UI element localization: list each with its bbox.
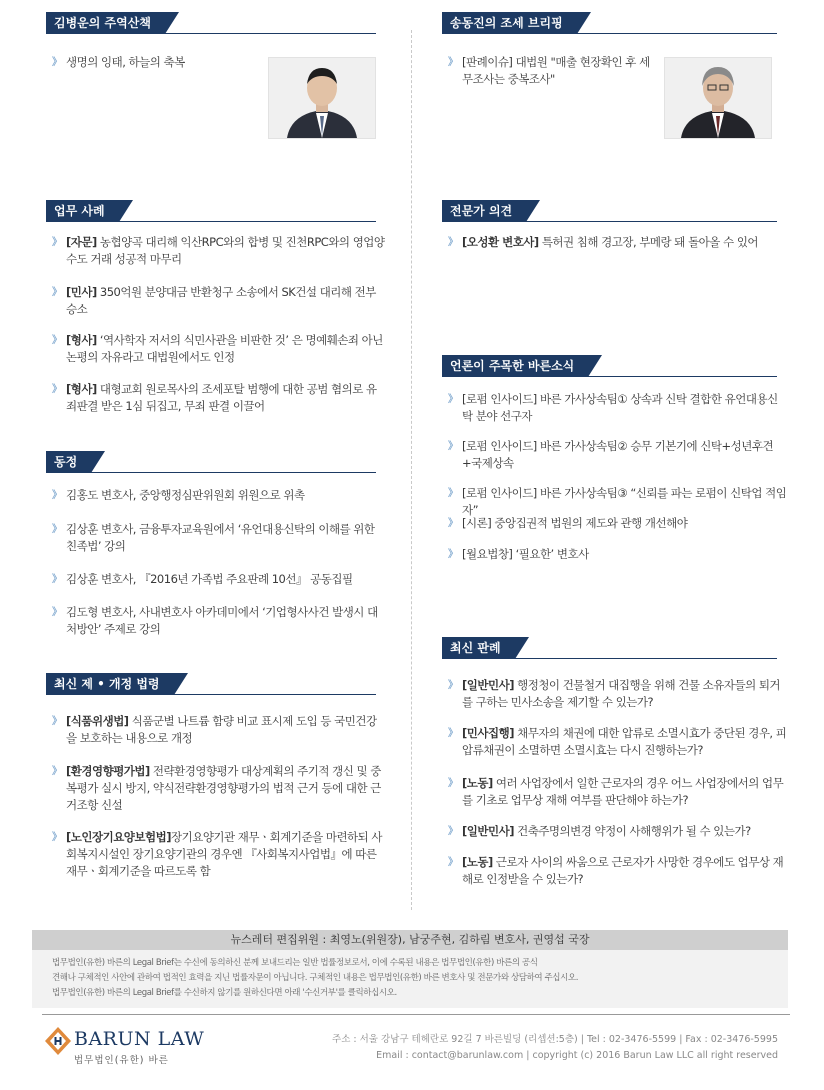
- list-item[interactable]: [442, 725, 787, 759]
- notice-line: 법무법인(유한) 바른의 Legal Brief는 수신에 동의하신 분께 보내드리는 일반 법률정보로서, 이에 수록된 내용은 법무법인(유한) 바른의 공식: [52, 958, 538, 968]
- logo-name: BARUN LAW: [74, 1028, 205, 1050]
- section-media: [442, 355, 787, 561]
- section-cases: [46, 200, 386, 413]
- list-item[interactable]: [46, 332, 386, 366]
- section-expert: [442, 200, 787, 249]
- item-text: 생명의 잉태, 하늘의 축복: [66, 55, 185, 69]
- item-text: 행정청이 건물철거 대집행을 위해 건물 소유자들의 퇴거를 구하는 민사소송을 제기할 수 있는가?: [462, 678, 781, 709]
- list-item[interactable]: [46, 284, 386, 318]
- list-item[interactable]: [442, 438, 787, 472]
- item-text: 근로자 사이의 싸움으로 근로자가 사망한 경우에도 업무상 재해로 인정받을 수 있는가?: [462, 855, 784, 886]
- item-text: [로펌 인사이드] 바른 가사상속팀③ “신뢰를 파는 로펌이 신탁업 적임자”: [462, 486, 787, 517]
- arrow-icon: 》: [52, 524, 60, 535]
- arrow-icon: 》: [52, 384, 60, 395]
- arrow-icon: 》: [448, 549, 456, 560]
- item-text: 건축주명의변경 약정이 사해행위가 될 수 있는가?: [513, 824, 751, 838]
- section-column-song: [442, 12, 787, 86]
- list-item[interactable]: [46, 713, 386, 747]
- arrow-icon: 》: [52, 237, 60, 248]
- arrow-icon: 》: [448, 57, 456, 68]
- section-laws: [46, 673, 386, 878]
- section-title: 업무 사례: [46, 200, 119, 222]
- item-tag: [자문]: [66, 235, 97, 249]
- item-text: 장기요양기관 재무ㆍ회계기준을 마련하되 사회복지시설인 장기요양기관의 경우엔 『사회복지사업법』에 따른 재무ㆍ회계기준을 따르도록 함: [66, 830, 383, 878]
- list-item[interactable]: [46, 54, 266, 71]
- arrow-icon: 》: [52, 490, 60, 501]
- item-text: 전략환경영향평가 대상계획의 주기적 갱신 및 중복평가 실시 방지, 약식전략환경영향평가의 법적 근거 등에 대한 근거조항 신설: [66, 764, 381, 812]
- arrow-icon: 》: [52, 574, 60, 585]
- item-text: 김홍도 변호사, 중앙행정심판위원회 위원으로 위촉: [66, 488, 305, 502]
- item-text: ‘역사학자 저서의 식민사관을 비판한 것’ 은 명예훼손죄 아닌 논평의 자유라고 대법원에서도 인정: [66, 333, 383, 364]
- section-title: 최신 제 • 개정 법령: [46, 673, 174, 695]
- list-item[interactable]: [442, 391, 787, 425]
- item-tag: [노동]: [462, 776, 493, 790]
- item-text: 식품군별 나트륨 함량 비교 표시제 도입 등 국민건강을 보호하는 내용으로 개정: [66, 714, 377, 745]
- address: 주소 : 서울 강남구 테헤란로 92길 7 바른빌딩 (리셉션:5층) | Tel : 02-3476-5599 | Fax : 02-3476-5995: [332, 1034, 778, 1045]
- item-text: 김상훈 변호사, 『2016년 가족법 주요판례 10선』 공동집필: [66, 572, 353, 586]
- arrow-icon: 》: [52, 335, 60, 346]
- arrow-icon: 》: [52, 716, 60, 727]
- item-text: 채무자의 채권에 대한 압류로 소멸시효가 중단된 경우, 피압류채권이 소멸하면 소멸시효는 다시 진행하는가?: [462, 726, 787, 757]
- list-item[interactable]: [442, 775, 787, 809]
- item-text: 김상훈 변호사, 금융투자교육원에서 ‘유언대용신탁의 이해를 위한 친족법’ 강의: [66, 522, 375, 553]
- item-text: 여러 사업장에서 일한 근로자의 경우 어느 사업장에서의 업무를 기초로 업무상 재해 여부를 판단해야 하는가?: [462, 776, 784, 807]
- list-item[interactable]: [442, 54, 652, 88]
- section-tab: [442, 637, 787, 659]
- editors-bar: 뉴스레터 편집위원 : 최영노(위원장), 남궁주현, 김하림 변호사, 권영섭 국장: [32, 930, 788, 950]
- legal-notice: [32, 950, 788, 1008]
- item-text: [로펌 인사이드] 바른 가사상속팀② 승무 기본기에 신탁+성년후견+국제상속: [462, 439, 774, 470]
- author-photo: [664, 57, 772, 139]
- list-item[interactable]: [46, 763, 386, 814]
- section-tab: [46, 12, 386, 34]
- item-tag: [형사]: [66, 333, 97, 347]
- list-item[interactable]: [442, 234, 787, 251]
- item-tag: [오성환 변호사]: [462, 235, 539, 249]
- item-tag: [노인장기요양보험법]: [66, 830, 171, 844]
- item-tag: [일반민사]: [462, 824, 514, 838]
- list-item[interactable]: [442, 546, 787, 563]
- item-text: 특허권 침해 경고장, 부메랑 돼 돌아올 수 있어: [538, 235, 759, 249]
- section-tab: [46, 673, 386, 695]
- list-item[interactable]: [442, 823, 787, 840]
- item-tag: [일반민사]: [462, 678, 514, 692]
- list-item[interactable]: [46, 381, 386, 415]
- arrow-icon: 》: [52, 287, 60, 298]
- list-item[interactable]: [46, 521, 386, 555]
- arrow-icon: 》: [448, 237, 456, 248]
- arrow-icon: 》: [448, 441, 456, 452]
- item-text: [월요법창] ‘필요한’ 변호사: [462, 547, 589, 561]
- item-tag: [민사집행]: [462, 726, 514, 740]
- section-cases-latest: [442, 637, 787, 886]
- list-item[interactable]: [442, 485, 787, 519]
- arrow-icon: 》: [448, 680, 456, 691]
- arrow-icon: 》: [52, 832, 60, 843]
- item-tag: [노동]: [462, 855, 493, 869]
- item-text: 350억원 분양대금 반환청구 소송에서 SK건설 대리해 전부 승소: [66, 285, 376, 316]
- arrow-icon: 》: [52, 766, 60, 777]
- logo-subtitle: 법무법인(유한) 바른: [74, 1055, 169, 1066]
- section-title: 동정: [46, 451, 91, 473]
- item-text: [판례이슈] 대법원 "매출 현장확인 후 세무조사는 중복조사": [462, 55, 650, 86]
- section-tab: [442, 355, 787, 377]
- section-tab: [442, 200, 787, 222]
- section-tab: [46, 200, 386, 222]
- item-text: [시론] 중앙집권적 법원의 제도와 관행 개선해야: [462, 516, 688, 530]
- notice-line: 견해나 구체적인 사안에 관하여 법적인 효력을 지닌 법률자문이 아닙니다. 구체적인 내용은 법무법인(유한) 바른 변호사 및 전문가와 상담하여 주십시오.: [52, 973, 579, 983]
- barun-logo-icon: [44, 1026, 72, 1056]
- arrow-icon: 》: [448, 826, 456, 837]
- list-item[interactable]: [442, 677, 787, 711]
- section-column-kim: [46, 12, 386, 69]
- section-news: [46, 451, 386, 636]
- arrow-icon: 》: [52, 57, 60, 68]
- arrow-icon: 》: [52, 607, 60, 618]
- footer-divider: [42, 1014, 790, 1015]
- item-tag: [환경영향평가법]: [66, 764, 150, 778]
- list-item[interactable]: [442, 515, 787, 532]
- item-text: [로펌 인사이드] 바른 가사상속팀① 상속과 신탁 결합한 유언대용신탁 분야 선구자: [462, 392, 778, 423]
- section-tab: [442, 12, 787, 34]
- notice-line[interactable]: 법무법인(유한) 바른의 Legal Brief를 수신하지 않기를 원하신다면 아래 '수신거부'를 클릭하십시오.: [52, 988, 397, 998]
- item-text: 김도형 변호사, 사내변호사 아카데미에서 ‘기업형사사건 발생시 대처방안’ 주제로 강의: [66, 605, 378, 636]
- section-title: 송동진의 조세 브리핑: [442, 12, 577, 34]
- section-title: 최신 판례: [442, 637, 515, 659]
- item-text: 농협양곡 대리해 익산RPC와의 합병 및 진천RPC와의 영업양수도 거래 성공적 마무리: [66, 235, 385, 266]
- item-tag: [식품위생법]: [66, 714, 129, 728]
- arrow-icon: 》: [448, 857, 456, 868]
- contact-info[interactable]: Email : contact@barunlaw.com | copyright (c) 2016 Barun Law LLC all right reserved: [376, 1050, 778, 1061]
- item-tag: [민사]: [66, 285, 97, 299]
- list-item[interactable]: [46, 829, 386, 880]
- section-title: 김병운의 주역산책: [46, 12, 165, 34]
- arrow-icon: 》: [448, 778, 456, 789]
- column-divider: [411, 30, 412, 910]
- author-photo: [268, 57, 376, 139]
- list-item[interactable]: [46, 234, 386, 268]
- section-tab: [46, 451, 386, 473]
- arrow-icon: 》: [448, 488, 456, 499]
- list-item[interactable]: [442, 854, 787, 888]
- section-title: 언론이 주목한 바른소식: [442, 355, 588, 377]
- list-item[interactable]: [46, 604, 386, 638]
- arrow-icon: 》: [448, 394, 456, 405]
- item-tag: [형사]: [66, 382, 97, 396]
- arrow-icon: 》: [448, 518, 456, 529]
- list-item[interactable]: [46, 571, 386, 588]
- item-text: 대형교회 원로목사의 조세포탈 범행에 대한 공범 혐의로 유죄판결 받은 1심 뒤집고, 무죄 판결 이끌어: [66, 382, 377, 413]
- list-item[interactable]: [46, 487, 386, 504]
- section-title: 전문가 의견: [442, 200, 526, 222]
- arrow-icon: 》: [448, 728, 456, 739]
